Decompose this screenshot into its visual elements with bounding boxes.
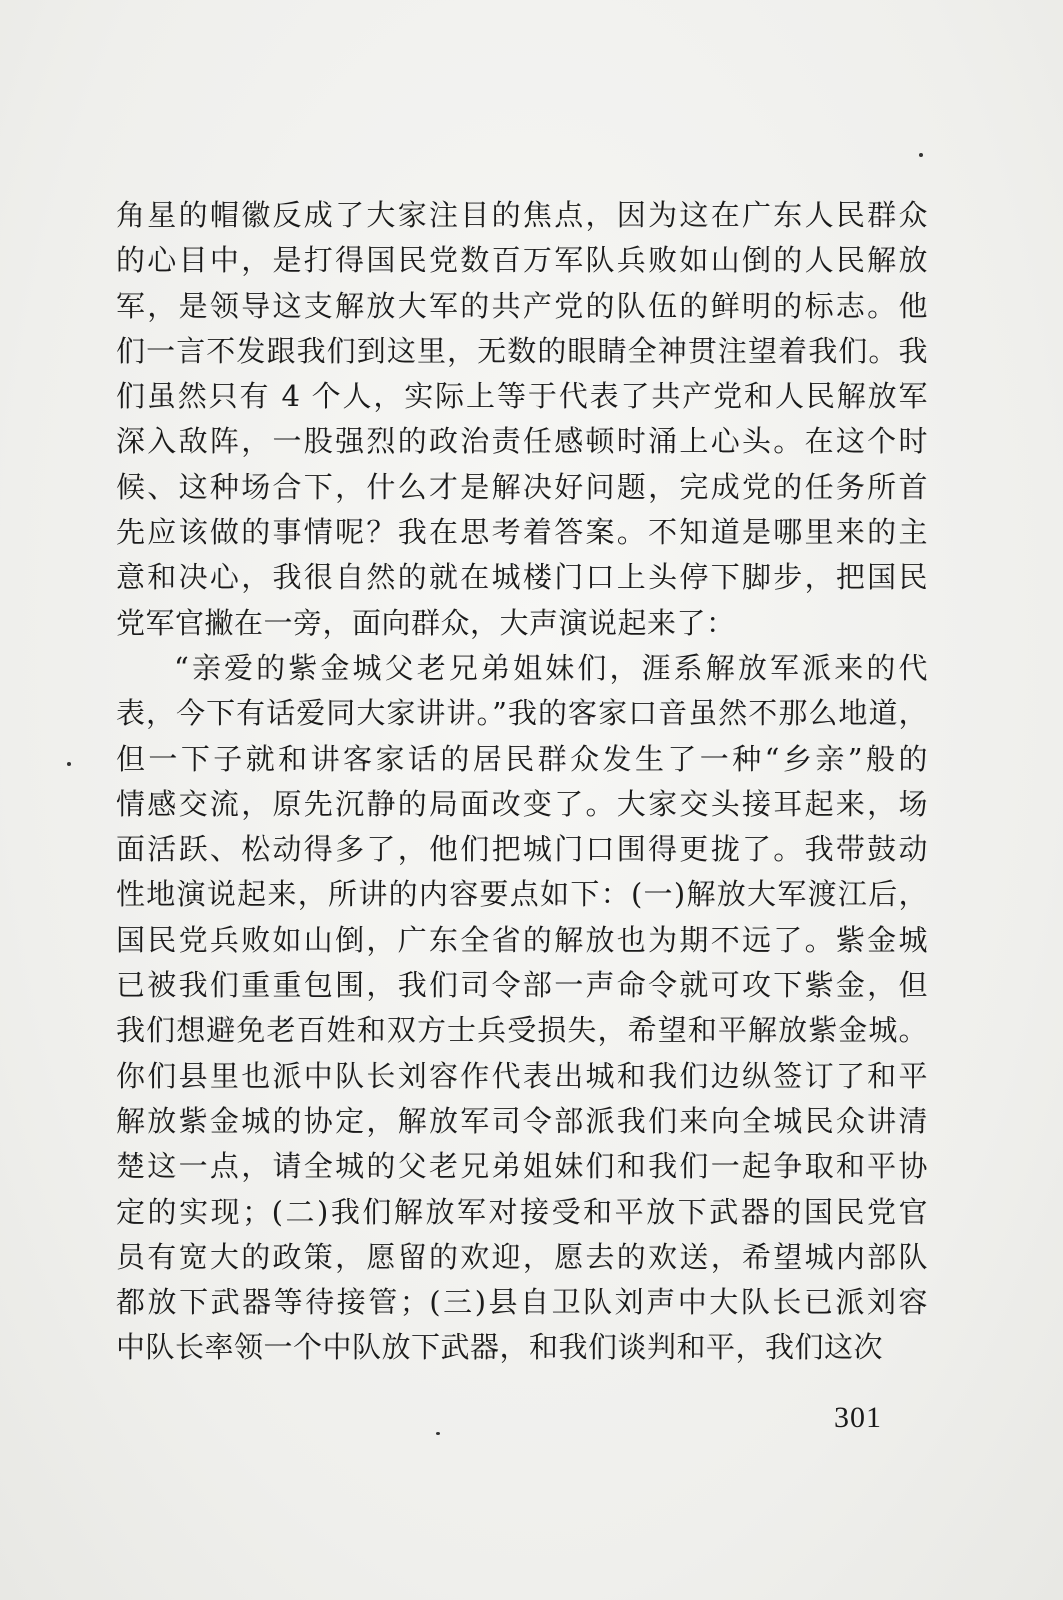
paragraph bbox=[116, 646, 928, 1371]
text-line: 你们县里也派中队长刘容作代表出城和我们边纵签订了和平 bbox=[116, 1058, 928, 1093]
page-number: 301 bbox=[834, 1401, 882, 1434]
text-line: 军，是领导这支解放大军的共产党的队伍的鲜明的标志。他 bbox=[116, 288, 928, 323]
text-line: 国民党兵败如山倒，广东全省的解放也为期不远了。紫金城 bbox=[116, 922, 928, 957]
text-line: 们虽然只有 4 个人，实际上等于代表了共产党和人民解放军 bbox=[116, 379, 928, 414]
text-line: 情感交流，原先沉静的局面改变了。大家交头接耳起来，场 bbox=[116, 786, 928, 821]
text-line: 的心目中，是打得国民党数百万军队兵败如山倒的人民解放 bbox=[116, 243, 928, 278]
text-line: 表，今下有话爱同大家讲讲。”我的客家口音虽然不那么地道， bbox=[116, 696, 928, 731]
scan-speck bbox=[919, 153, 923, 157]
text-line: 候、这种场合下，什么才是解决好问题，完成党的任务所首 bbox=[116, 469, 928, 504]
text-line: 深入敌阵，一股强烈的政治责任感顿时涌上心头。在这个时 bbox=[116, 424, 928, 459]
scan-speck bbox=[436, 1432, 440, 1435]
text-line: 角星的帽徽反成了大家注目的焦点，因为这在广东人民群众 bbox=[116, 198, 928, 232]
text-line: 们一言不发跟我们到这里，无数的眼睛全神贯注望着我们。我 bbox=[116, 333, 928, 368]
text-line: “亲爱的紫金城父老兄弟姐妹们，涯系解放军派来的代 bbox=[174, 650, 928, 685]
paragraph bbox=[116, 193, 928, 646]
text-line: 中队长率领一个中队放下武器，和我们谈判和平，我们这次 bbox=[116, 1330, 884, 1365]
scan-speck bbox=[67, 762, 71, 766]
text-line: 楚这一点，请全城的父老兄弟姐妹们和我们一起争取和平协 bbox=[116, 1149, 928, 1184]
text-line: 解放紫金城的协定，解放军司令部派我们来向全城民众讲清 bbox=[116, 1103, 928, 1138]
text-line: 面活跃、松动得多了，他们把城门口围得更拢了。我带鼓动 bbox=[116, 832, 928, 867]
text-line: 已被我们重重包围，我们司令部一声命令就可攻下紫金，但 bbox=[116, 968, 928, 1003]
text-line: 先应该做的事情呢？我在思考着答案。不知道是哪里来的主 bbox=[116, 515, 928, 550]
text-line: 党军官撇在一旁，面向群众，大声演说起来了： bbox=[116, 605, 736, 640]
text-line: 性地演说起来，所讲的内容要点如下：(一)解放大军渡江后， bbox=[116, 877, 928, 912]
body-text bbox=[116, 193, 928, 1371]
text-line: 定的实现；(二)我们解放军对接受和平放下武器的国民党官 bbox=[116, 1194, 928, 1229]
text-line: 但一下子就和讲客家话的居民群众发生了一种“乡亲”般的 bbox=[116, 741, 928, 776]
text-line: 意和决心，我很自然的就在城楼门口上头停下脚步，把国民 bbox=[116, 560, 928, 595]
text-line: 都放下武器等待接管；(三)县自卫队刘声中大队长已派刘容 bbox=[116, 1285, 928, 1320]
text-line: 员有宽大的政策，愿留的欢迎，愿去的欢送，希望城内部队 bbox=[116, 1239, 928, 1274]
text-line: 我们想避免老百姓和双方士兵受损失，希望和平解放紫金城。 bbox=[116, 1013, 928, 1048]
